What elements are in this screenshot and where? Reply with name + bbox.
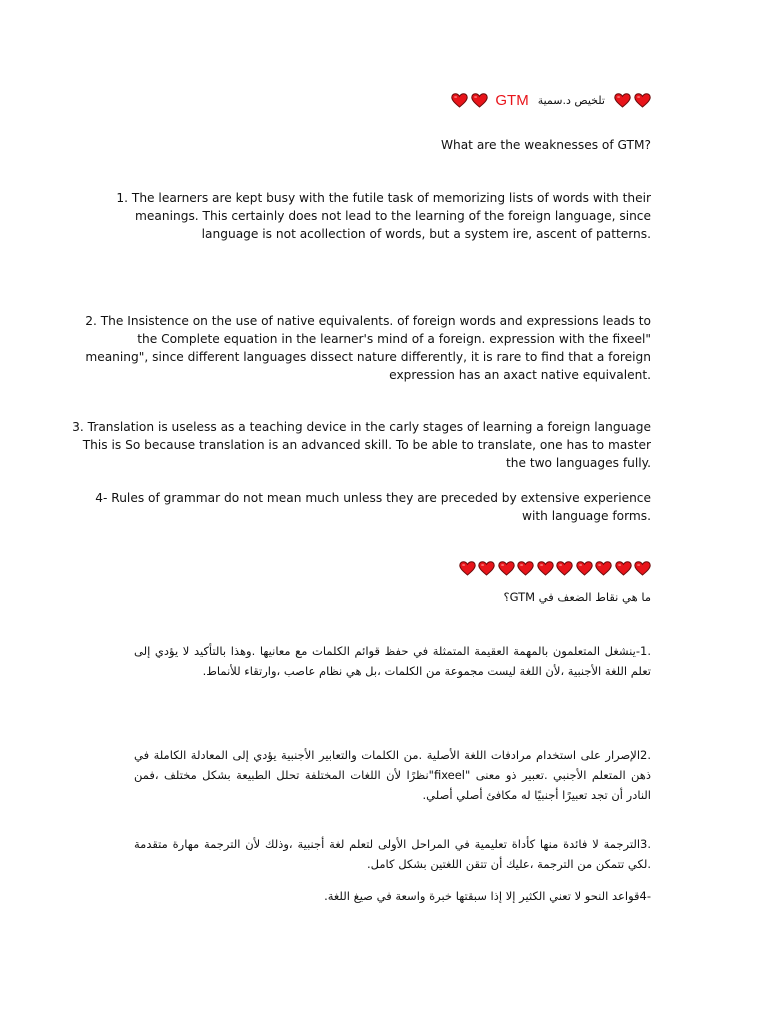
- arabic-point-2: .2الإصرار على استخدام مرادفات اللغة الأصلية .من الكلمات والتعابير الأجنبية يؤدي إلى المعادلة الكاملة في ذهن المتعلم الأجنبي .تعبير ذو معنى "fixeel"نظرًا لأن اللغات المختلفة تحلل الطبيعة بشكل مختلف ،فمن النادر أن تجد تعبيرًا أجنبيًا له مكافئ أصلي أصلي.: [134, 748, 651, 802]
- english-point-2: [85, 312, 651, 384]
- text-line: expression has an axact native equivalent.: [389, 368, 651, 382]
- heart-icon: [537, 561, 554, 576]
- heart-icon: [634, 93, 651, 108]
- title-gtm: GTM: [495, 91, 529, 109]
- text-line: 1. The learners are kept busy with the futile task of memorizing lists of words with their: [116, 191, 651, 205]
- heart-icon: [556, 561, 573, 576]
- heart-icon: [517, 561, 534, 576]
- heart-icon: [478, 561, 495, 576]
- text-line: 3. Translation is useless as a teaching device in the carly stages of learning a foreign language: [72, 420, 651, 434]
- text-line: 4- Rules of grammar do not mean much unless they are preceded by extensive experience: [95, 491, 651, 505]
- text-line: language is not acollection of words, but a system ire, ascent of patterns.: [201, 227, 651, 241]
- heart-icon: [614, 93, 631, 108]
- heart-icon: [595, 561, 612, 576]
- english-point-1: [116, 189, 651, 243]
- arabic-point-3: .3الترجمة لا فائدة منها كأداة تعليمية في المراحل الأولى لتعلم لغة أجنبية ،وذلك لأن الترجمة مهارة متقدمة .لكي تتمكن من الترجمة ،عليك أن تتقن اللغتين بشكل كامل.: [134, 837, 651, 871]
- english-point-3: [72, 418, 651, 472]
- arabic-point-4: -4قواعد النحو لا تعني الكثير إلا إذا سبقتها خبرة واسعة في صيغ اللغة.: [324, 889, 651, 903]
- heart-icon: [615, 561, 632, 576]
- text-line: meanings. This certainly does not lead to the learning of the foreign language, since: [135, 209, 651, 223]
- text-line: the Complete equation in the learner's mind of a foreign. expression with the fixeel": [137, 332, 651, 346]
- heart-icon: [459, 561, 476, 576]
- heart-icon: [634, 561, 651, 576]
- text-line: 2. The Insistence on the use of native equivalents. of foreign words and expressions leads to: [85, 314, 651, 328]
- text-line: meaning", since different languages dissect nature differently, it is rare to find that a foreign: [85, 350, 651, 364]
- heart-divider: [459, 561, 652, 576]
- title-row: [451, 90, 651, 110]
- title-arabic: تلخيص د.سمية: [537, 93, 605, 107]
- text-line: This is So because translation is an advanced skill. To be able to translate, one has to master: [82, 438, 651, 452]
- english-point-4: [95, 489, 651, 525]
- english-question: What are the weaknesses of GTM?: [440, 138, 651, 152]
- heart-icon: [471, 93, 488, 108]
- text-line: the two languages fully.: [505, 456, 651, 470]
- heart-icon: [451, 93, 468, 108]
- arabic-question: ما هي نقاط الضعف في GTM؟: [503, 590, 651, 604]
- text-line: with language forms.: [522, 509, 651, 523]
- arabic-point-1: .1-ينشغل المتعلمون بالمهمة العقيمة المتمثلة في حفظ قوائم الكلمات مع معانيها .وهذا بالتأكيد لا يؤدي إلى تعلم اللغة الأجنبية ،لأن اللغة ليست مجموعة من الكلمات ،بل هي نظام عاصب ،وارتقاء للأنماط.: [134, 644, 651, 678]
- heart-icon: [576, 561, 593, 576]
- heart-icon: [498, 561, 515, 576]
